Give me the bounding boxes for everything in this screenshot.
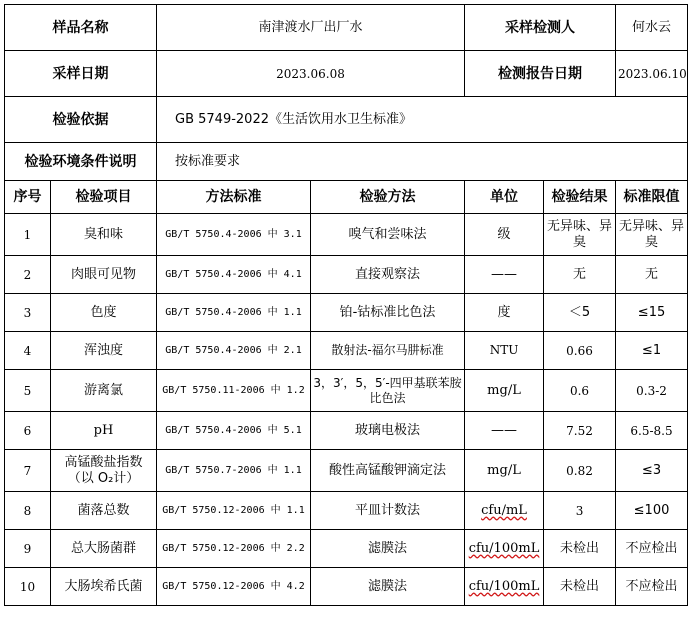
table-row xyxy=(5,530,688,568)
row-limit: 0.3-2 xyxy=(616,370,688,412)
header-limit: 标准限值 xyxy=(616,181,688,214)
row-unit: mg/L xyxy=(465,370,544,412)
row-unit: mg/L xyxy=(465,450,544,492)
info-row-basis xyxy=(5,97,688,143)
row-item: 肉眼可见物 xyxy=(51,256,157,294)
inspector-value: 何水云 xyxy=(616,5,688,51)
row-no: 2 xyxy=(5,256,51,294)
row-item: 色度 xyxy=(51,294,157,332)
row-method: 酸性高锰酸钾滴定法 xyxy=(311,450,465,492)
env-label: 检验环境条件说明 xyxy=(5,143,157,181)
sample-name-label: 样品名称 xyxy=(5,5,157,51)
row-standard: GB/T 5750.4-2006 中 1.1 xyxy=(157,294,311,332)
table-row xyxy=(5,332,688,370)
row-standard: GB/T 5750.12-2006 中 4.2 xyxy=(157,568,311,606)
row-result: 0.66 xyxy=(544,332,616,370)
row-no: 9 xyxy=(5,530,51,568)
row-result: 3 xyxy=(544,492,616,530)
report-date-label: 检测报告日期 xyxy=(465,51,616,97)
sample-date-label: 采样日期 xyxy=(5,51,157,97)
row-item: 浑浊度 xyxy=(51,332,157,370)
row-method: 玻璃电极法 xyxy=(311,412,465,450)
row-unit-cell xyxy=(465,530,544,568)
row-standard: GB/T 5750.12-2006 中 1.1 xyxy=(157,492,311,530)
row-no: 5 xyxy=(5,370,51,412)
row-unit: cfu/100mL xyxy=(468,578,540,594)
row-limit: 6.5-8.5 xyxy=(616,412,688,450)
row-limit: 不应检出 xyxy=(616,568,688,606)
row-unit: cfu/100mL xyxy=(468,540,540,556)
row-unit: 级 xyxy=(465,214,544,256)
row-item: 游离氯 xyxy=(51,370,157,412)
row-item: 高锰酸盐指数 xyxy=(64,454,143,470)
table-row xyxy=(5,214,688,256)
table-row xyxy=(5,294,688,332)
row-limit: 无 xyxy=(616,256,688,294)
sample-name-value: 南津渡水厂出厂水 xyxy=(157,5,465,51)
row-no: 6 xyxy=(5,412,51,450)
basis-value: GB 5749-2022《生活饮用水卫生标准》 xyxy=(157,97,688,143)
report-date-value: 2023.06.10 xyxy=(616,51,688,97)
row-standard: GB/T 5750.4-2006 中 2.1 xyxy=(157,332,311,370)
row-no: 1 xyxy=(5,214,51,256)
row-result: 7.52 xyxy=(544,412,616,450)
table-row xyxy=(5,492,688,530)
row-no: 3 xyxy=(5,294,51,332)
row-no: 8 xyxy=(5,492,51,530)
row-item: 总大肠菌群 xyxy=(51,530,157,568)
env-value: 按标准要求 xyxy=(157,143,688,181)
header-item: 检验项目 xyxy=(51,181,157,214)
row-item: 臭和味 xyxy=(51,214,157,256)
table-header-row xyxy=(5,181,688,214)
table-row xyxy=(5,370,688,412)
header-result: 检验结果 xyxy=(544,181,616,214)
row-method: 直接观察法 xyxy=(311,256,465,294)
info-row-sample xyxy=(5,5,688,51)
row-limit: ≤15 xyxy=(616,294,688,332)
row-standard: GB/T 5750.11-2006 中 1.2 xyxy=(157,370,311,412)
row-limit: 不应检出 xyxy=(616,530,688,568)
row-result: 0.82 xyxy=(544,450,616,492)
row-no: 10 xyxy=(5,568,51,606)
row-method: 3，3′，5，5′-四甲基联苯胺比色法 xyxy=(311,370,465,412)
row-unit: —— xyxy=(465,412,544,450)
table-row xyxy=(5,412,688,450)
row-limit: ≤3 xyxy=(616,450,688,492)
row-unit-cell xyxy=(465,568,544,606)
row-no: 4 xyxy=(5,332,51,370)
info-row-dates xyxy=(5,51,688,97)
row-item-cell xyxy=(51,450,157,492)
row-standard: GB/T 5750.4-2006 中 5.1 xyxy=(157,412,311,450)
row-result: 0.6 xyxy=(544,370,616,412)
sample-date-value: 2023.06.08 xyxy=(157,51,465,97)
row-unit: —— xyxy=(465,256,544,294)
row-result: 无 xyxy=(544,256,616,294)
row-method: 铂-钴标准比色法 xyxy=(311,294,465,332)
row-standard: GB/T 5750.4-2006 中 3.1 xyxy=(157,214,311,256)
row-result: 未检出 xyxy=(544,530,616,568)
row-result: 未检出 xyxy=(544,568,616,606)
table-row xyxy=(5,450,688,492)
row-no: 7 xyxy=(5,450,51,492)
row-item: 大肠埃希氏菌 xyxy=(51,568,157,606)
header-method: 检验方法 xyxy=(311,181,465,214)
row-standard: GB/T 5750.4-2006 中 4.1 xyxy=(157,256,311,294)
row-unit: cfu/mL xyxy=(481,502,527,518)
row-limit: 无异味、异臭 xyxy=(616,214,688,256)
header-unit: 单位 xyxy=(465,181,544,214)
row-standard: GB/T 5750.7-2006 中 1.1 xyxy=(157,450,311,492)
row-item: pH xyxy=(51,412,157,450)
row-standard: GB/T 5750.12-2006 中 2.2 xyxy=(157,530,311,568)
row-unit: NTU xyxy=(465,332,544,370)
row-unit-cell xyxy=(465,492,544,530)
row-limit: ≤1 xyxy=(616,332,688,370)
row-method: 滤膜法 xyxy=(311,568,465,606)
header-standard: 方法标准 xyxy=(157,181,311,214)
row-result: ＜5 xyxy=(544,294,616,332)
inspection-report-table xyxy=(4,4,688,606)
header-no: 序号 xyxy=(5,181,51,214)
table-row xyxy=(5,568,688,606)
row-method: 散射法-福尔马肼标准 xyxy=(311,332,465,370)
table-row xyxy=(5,256,688,294)
row-unit: 度 xyxy=(465,294,544,332)
row-method: 平皿计数法 xyxy=(311,492,465,530)
row-limit: ≤100 xyxy=(616,492,688,530)
row-item-sub: （以 O₂计） xyxy=(67,470,140,486)
row-method: 嗅气和尝味法 xyxy=(311,214,465,256)
inspector-label: 采样检测人 xyxy=(465,5,616,51)
row-method: 滤膜法 xyxy=(311,530,465,568)
basis-label: 检验依据 xyxy=(5,97,157,143)
info-row-environment xyxy=(5,143,688,181)
row-item: 菌落总数 xyxy=(51,492,157,530)
row-result: 无异味、异臭 xyxy=(544,214,616,256)
